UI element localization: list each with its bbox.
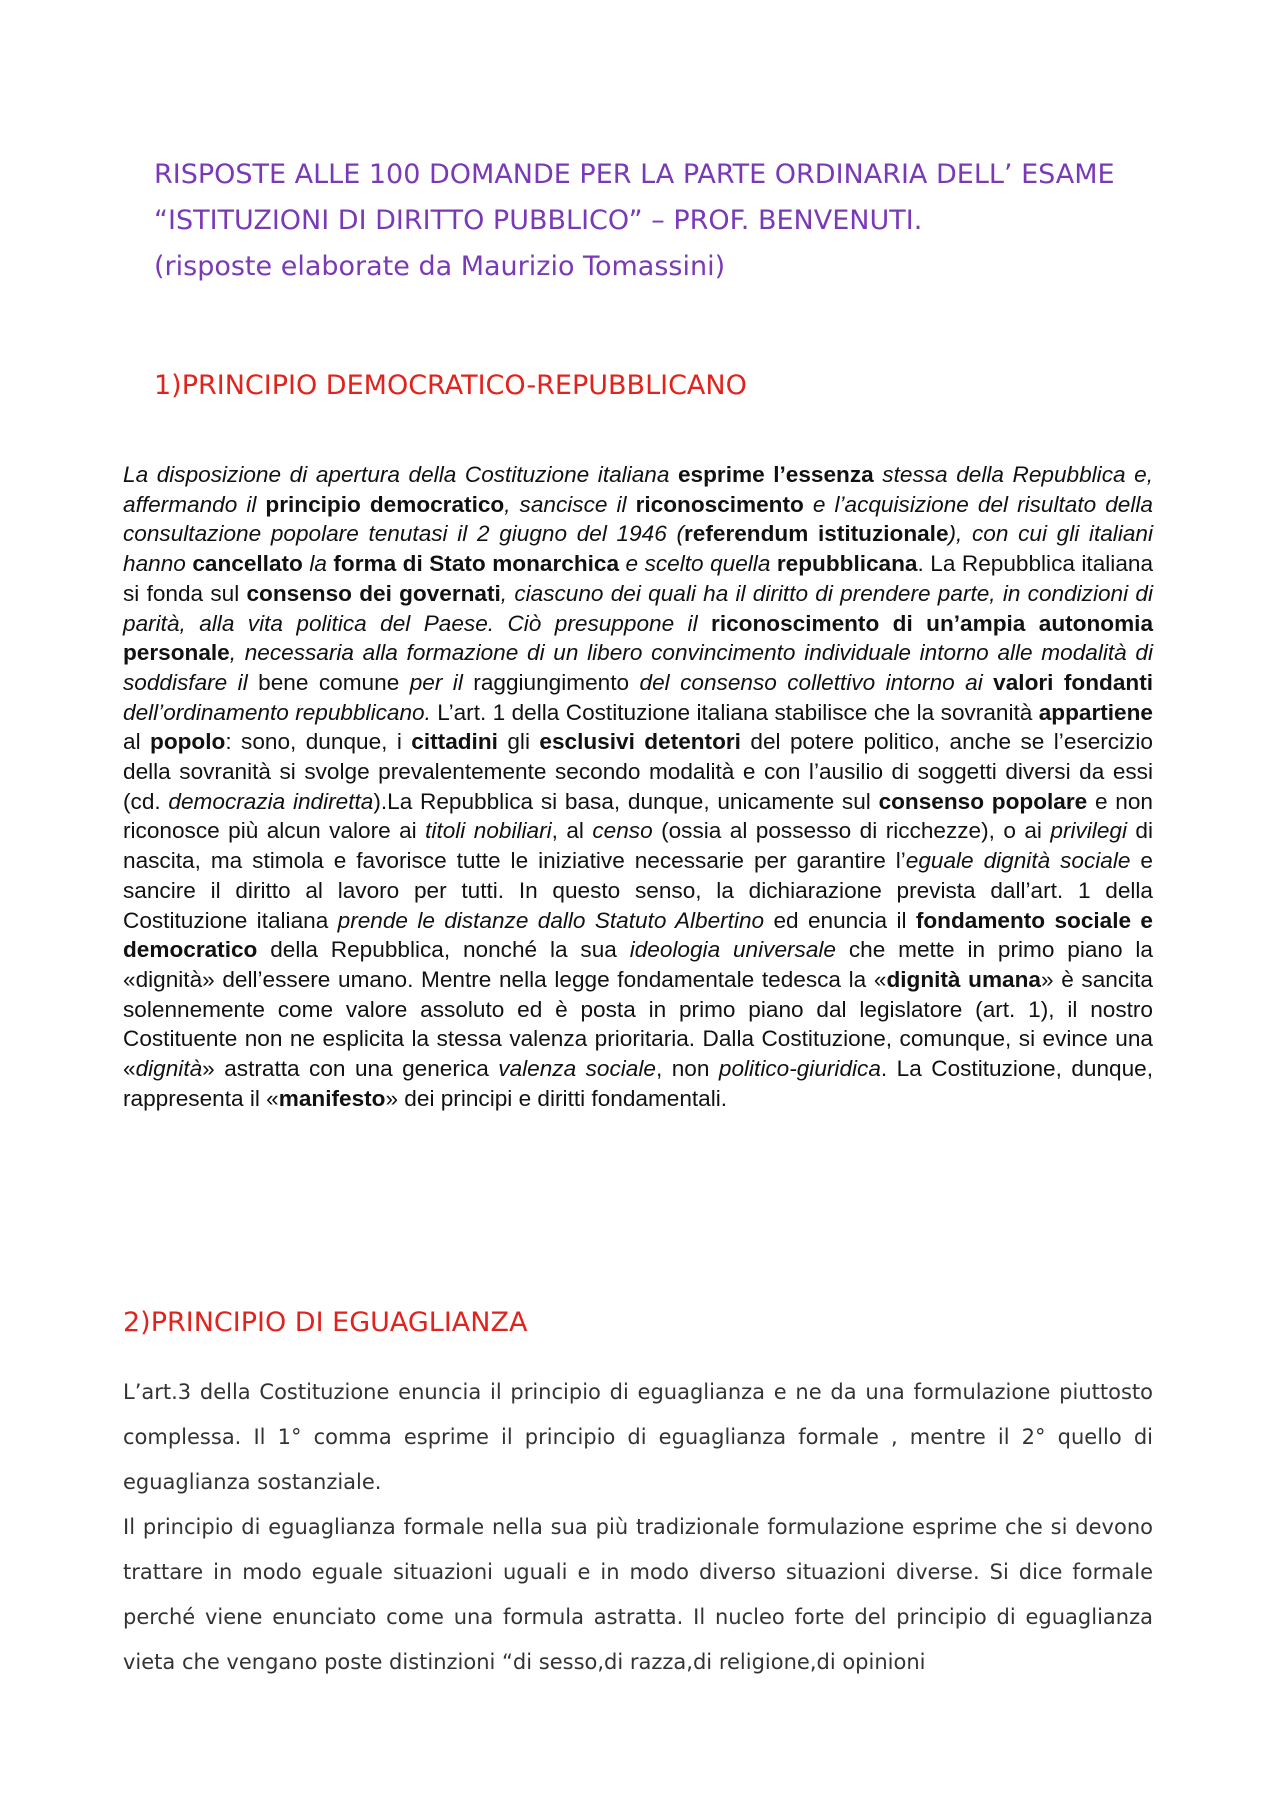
text-run: L’art. 1 della Costituzione italiana stabilisce che la sovranità	[430, 699, 1039, 725]
section-2-paragraph-1: L’art.3 della Costituzione enuncia il principio di eguaglianza e ne da una formulazione piuttosto complessa. Il 1° comma esprime il principio di eguaglianza formale , mentre il 2° quello di eguaglianza sostanziale.	[123, 1380, 1153, 1494]
text-run: gli	[497, 729, 540, 755]
text-run: manifesto	[278, 1085, 386, 1111]
text-run: per il	[399, 669, 474, 695]
text-run: cittadini	[411, 729, 498, 755]
text-run: » astratta con una generica	[202, 1056, 499, 1082]
title-line-1: RISPOSTE ALLE 100 DOMANDE PER LA PARTE ORDINARIA DELL’ ESAME	[154, 159, 1115, 190]
title-line-3: (risposte elaborate da Maurizio Tomassini)	[154, 251, 726, 282]
text-run: che mette in primo piano la «dignità» dell’essere umano. Mentre nella legge fondamentale tedesca la «	[123, 937, 1153, 992]
text-run: privilegi	[1050, 818, 1127, 844]
text-run: consenso popolare	[878, 788, 1088, 814]
text-run: » è sancita solennemente come valore assoluto ed è posta in primo piano dal legislatore (art. 1), il nostro Costituente non ne esplicita la stessa valenza prioritaria. Dalla Costituzione, comunque, si evince una «	[123, 966, 1153, 1082]
section-2-heading: 2)PRINCIPIO DI EGUAGLIANZA	[123, 1307, 528, 1338]
text-run: , ciascuno dei quali ha il diritto di prendere parte, in condizioni di parità, alla vita politica del Paese. Ciò presuppone il	[123, 580, 1153, 636]
text-run: ), con cui gli italiani hanno	[123, 521, 1153, 577]
section-2-paragraph-2: Il principio di eguaglianza formale nella sua più tradizionale formulazione esprime che si devono trattare in modo eguale situazioni uguali e in modo diverso situazioni diverse. Si dice formale perché viene enunciato come una formula astratta. Il nucleo forte del principio di eguaglianza vieta che vengano poste distinzioni “di sesso,di razza,di religione,di opinioni	[123, 1515, 1153, 1674]
text-run: forma di Stato monarchica	[333, 551, 620, 577]
text-run: repubblicana	[776, 551, 918, 577]
text-run: (ossia al possesso di ricchezze), o ai	[652, 818, 1051, 844]
text-run: ).La Repubblica si basa, dunque, unicamente sul	[373, 788, 879, 814]
text-run: di nascita, ma stimola e favorisce tutte le iniziative necessarie per garantire l’	[123, 818, 1153, 874]
section-2-body	[123, 1370, 1153, 1685]
text-run: riconoscimento	[635, 491, 804, 517]
text-run: del consenso collettivo intorno ai	[629, 669, 994, 695]
text-run: stessa della Repubblica e, affermando il	[123, 462, 1153, 517]
text-run: , non	[655, 1056, 719, 1082]
text-run: » dei principi e diritti fondamentali.	[385, 1085, 728, 1111]
text-run: . La Repubblica italiana si fonda sul	[123, 551, 1154, 606]
text-run: ideologia universale	[629, 937, 836, 963]
text-run: dell’ordinamento repubblicano.	[123, 699, 431, 725]
text-run: censo	[592, 818, 653, 844]
text-run: , necessaria alla formazione di un libero convincimento individuale intorno alle modalità di soddisfare il	[123, 640, 1153, 695]
text-run: e sancire il diritto al lavoro per tutti. In questo senso, la dichiarazione prevista dall’art. 1 della Costituzione italiana	[123, 848, 1154, 933]
section-1-heading: 1)PRINCIPIO DEMOCRATICO-REPUBBLICANO	[154, 370, 747, 401]
text-run: : sono, dunque, i	[225, 729, 412, 755]
text-run: , al	[551, 818, 593, 844]
text-run: del potere politico, anche se l’esercizio della sovranità si svolge prevalentemente secondo modalità e con l’ausilio di soggetti diversi da essi (cd.	[123, 729, 1153, 814]
text-run: esprime l’essenza	[677, 462, 874, 487]
text-run: . La Costituzione, dunque, rappresenta il «	[123, 1056, 1154, 1111]
text-run: cancellato	[192, 551, 303, 577]
title-line-2: “ISTITUZIONI DI DIRITTO PUBBLICO” – PROF. BENVENUTI.	[154, 205, 923, 236]
text-run: ed enuncia il	[764, 907, 916, 933]
text-run: consenso dei governati	[246, 580, 501, 606]
text-run: prende le distanze dallo Statuto Albertino	[337, 907, 765, 933]
text-run: e l’acquisizione del risultato della consultazione popolare tenutasi il 2 giugno del 1946 (	[123, 491, 1153, 547]
section-1-paragraph	[123, 460, 1153, 1113]
text-run: al	[123, 729, 151, 755]
text-run: raggiungimento	[473, 669, 630, 695]
text-run: della Repubblica, nonché la sua	[257, 937, 630, 963]
text-run: referendum istituzionale	[684, 521, 949, 547]
text-run: dignità umana	[886, 966, 1041, 992]
text-run: fondamento sociale e democratico	[123, 907, 1153, 963]
text-run: democrazia indiretta	[168, 788, 374, 814]
text-run: valenza sociale	[498, 1056, 656, 1082]
text-run: bene comune	[258, 669, 400, 695]
text-run: e non riconosce più alcun valore ai	[123, 788, 1153, 844]
text-run: La disposizione di apertura della Costituzione italiana	[123, 462, 678, 487]
text-run: politico-giuridica	[718, 1056, 881, 1082]
document-title	[154, 152, 1174, 290]
text-run: titoli nobiliari	[425, 818, 552, 844]
text-run: valori fondanti	[993, 669, 1153, 695]
text-run: esclusivi detentori	[539, 729, 741, 755]
text-run: e scelto quella	[619, 551, 777, 577]
text-run: principio democratico	[265, 491, 505, 517]
text-run: popolo	[150, 729, 226, 755]
text-run: dignità	[135, 1056, 203, 1082]
text-run: appartiene	[1038, 699, 1153, 725]
text-run: riconoscimento di un’ampia autonomia personale	[123, 610, 1154, 666]
text-run: , sancisce il	[504, 491, 636, 517]
text-run: eguale dignità sociale	[905, 848, 1131, 874]
text-run: la	[302, 551, 334, 577]
